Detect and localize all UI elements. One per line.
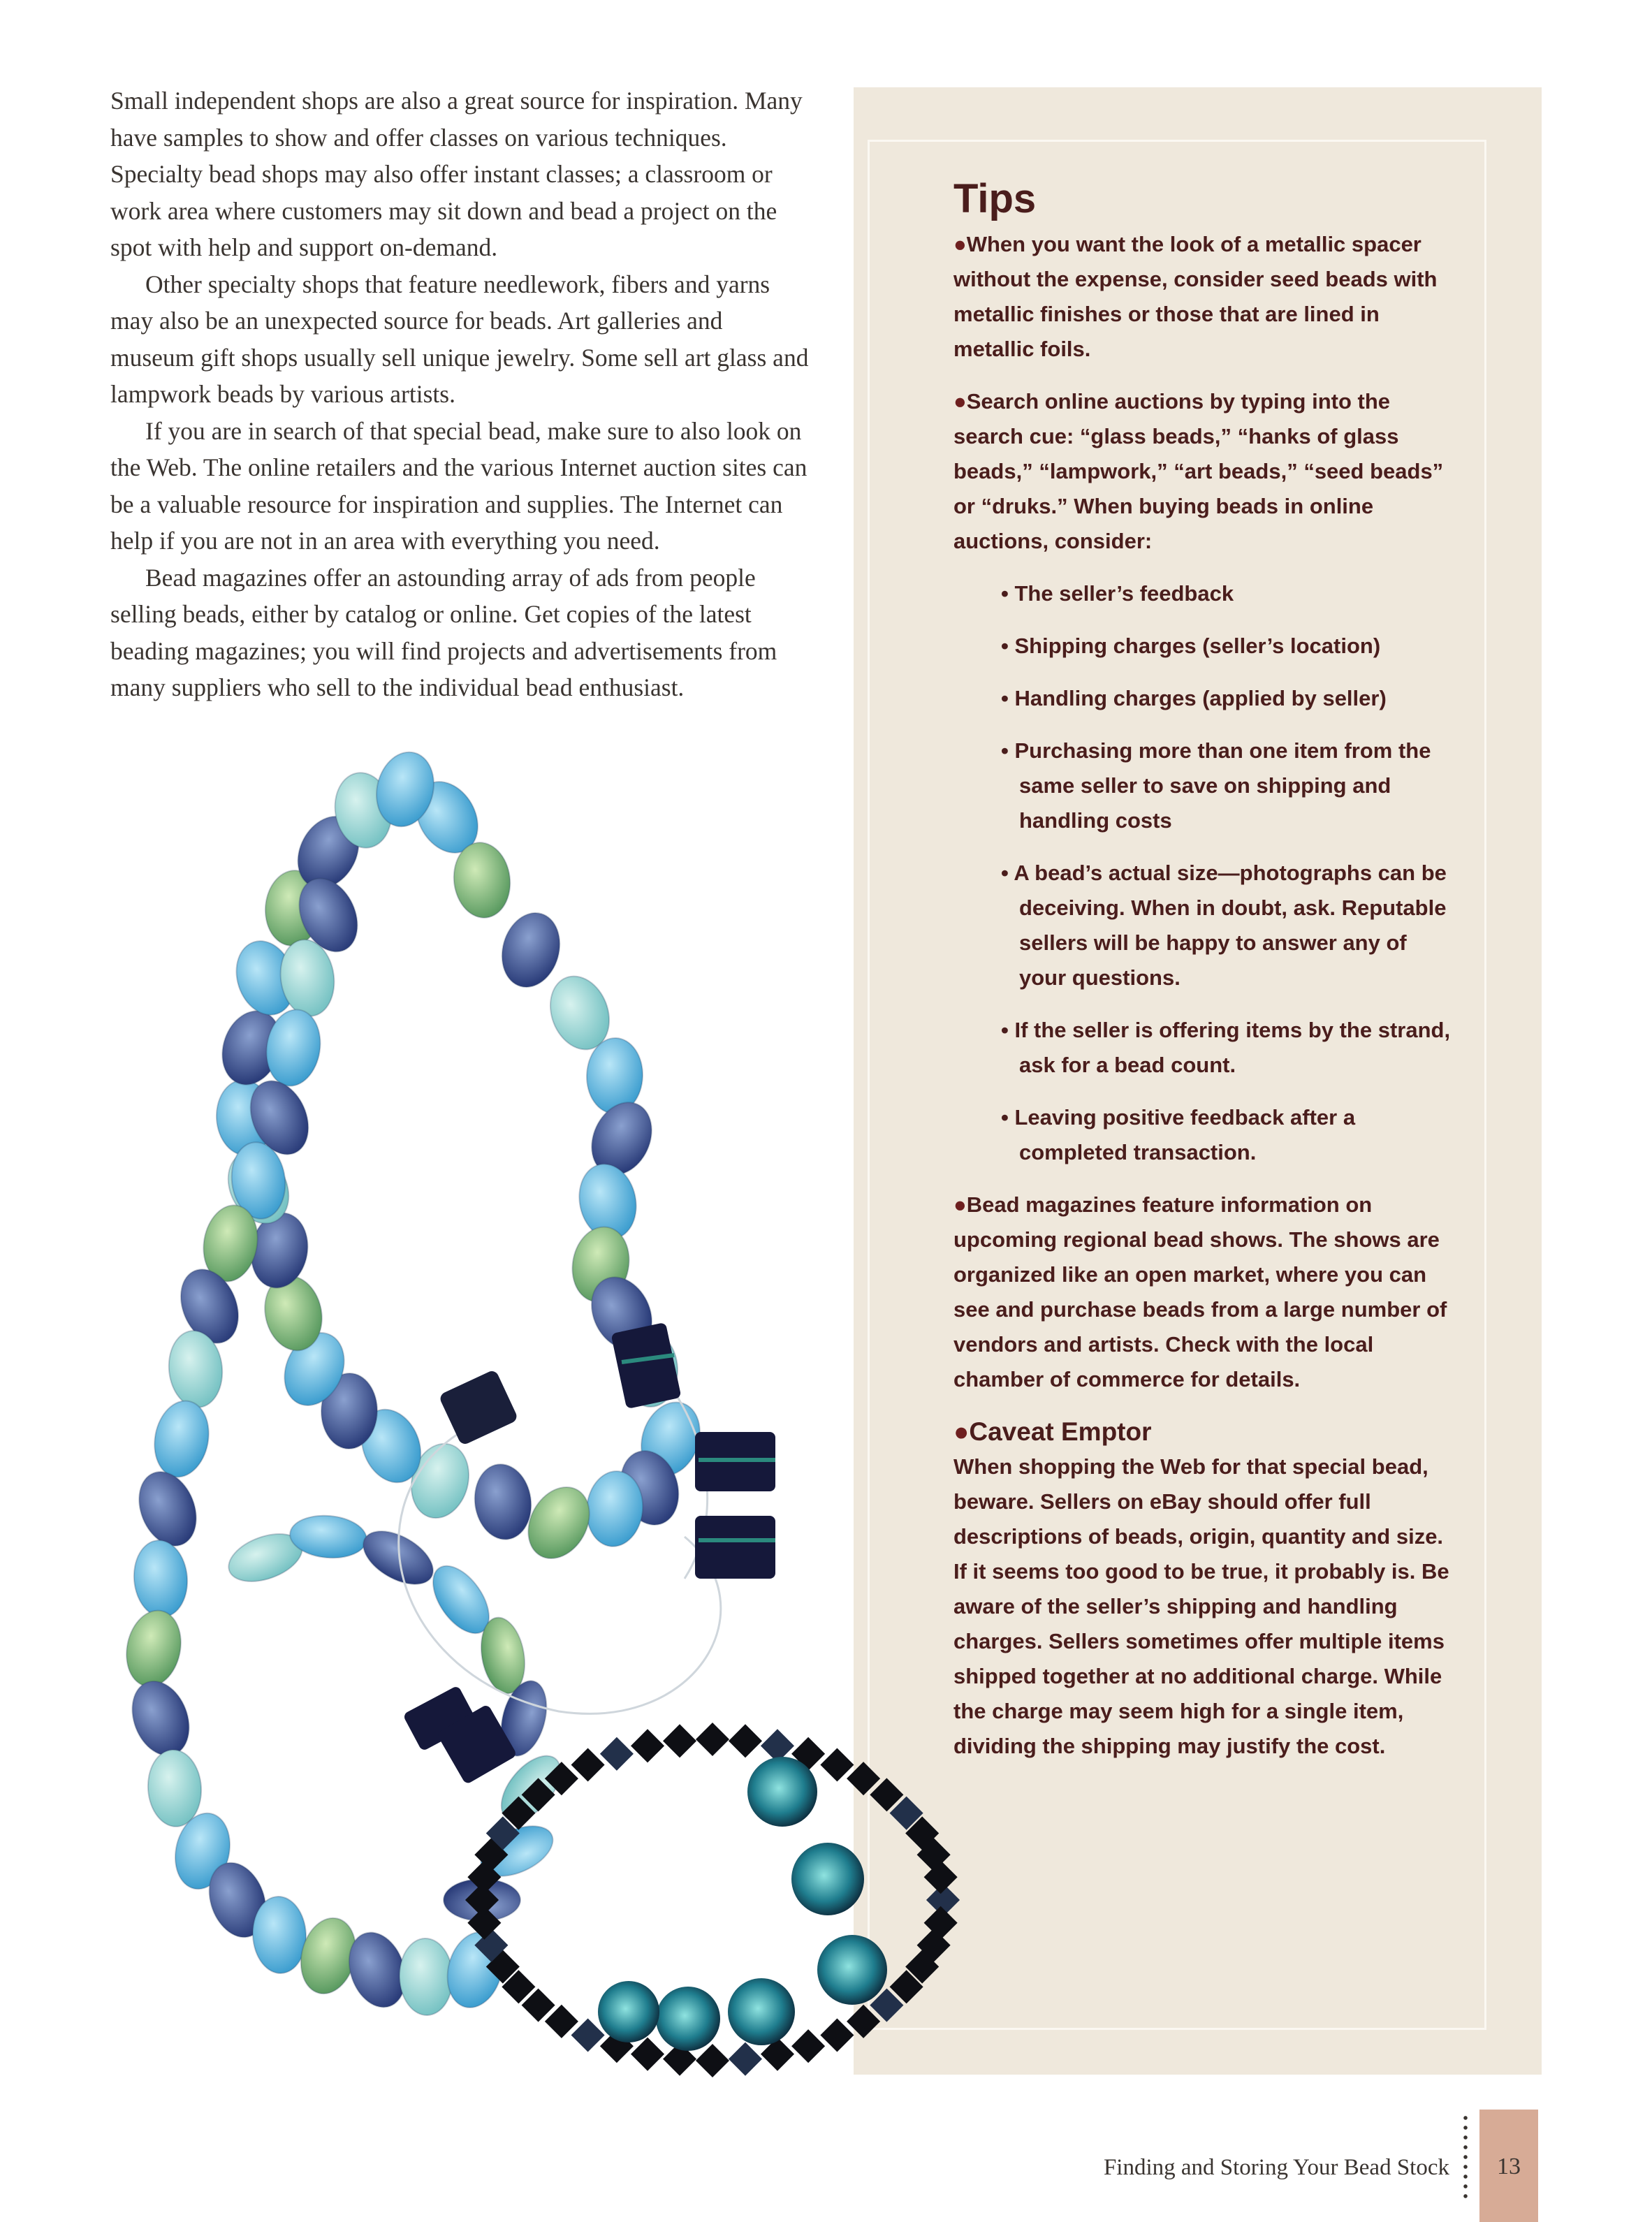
page-number-tab [1479,2110,1538,2222]
list-item: • If the seller is offering items by the strand, ask for a bead count. [1001,1018,1451,1077]
tip-item [953,227,1456,367]
sub-bullet-icon: • [1001,861,1009,885]
body-paragraph: Small independent shops are also a great source for inspiration. Many have samples to show and offer classes on various techniques. Specialty bead shops may also offer instant classes; a classroom or work area where customers may sit down and bead a project on the spot with help and support on-demand. [110,87,803,261]
running-footer-title: Finding and Storing Your Bead Stock [1103,2155,1449,2180]
tips-title: Tips [953,176,1037,221]
tips-content [953,171,1456,1764]
sub-bullet-icon: • [1001,634,1009,658]
auction-considerations-list [979,576,1456,1170]
sub-bullet-icon: • [1001,1105,1009,1130]
body-paragraph: Bead magazines offer an astounding array of ads from people selling beads, either by catalog or online. Get copies of the latest beading magazines; you will find projects and advertisements from many suppliers who sell to the individual bead enthusiast. [110,563,777,701]
tip-text: Search online auctions by typing into the search cue: “glass beads,” “hanks of glass beads,” “lampwork,” “art beads,” “seed beads” or “druks.” When buying beads in online auctions, consider: [953,389,1444,553]
sub-bullet-icon: • [1001,581,1009,606]
body-paragraph: If you are in search of that special bead, make sure to also look on the Web. The online retailers and the various Internet auction sites can be a valuable resource for inspiration and supplies. The Internet can help if you are not in an area with everything you need. [110,416,807,555]
body-text [110,82,809,706]
list-item: • The seller’s feedback [1001,581,1234,606]
sub-bullet-icon: • [1001,1018,1009,1042]
footer-dot-rule [1463,2113,1468,2204]
bullet-icon: ● [953,232,967,256]
bullet-icon: ● [953,1417,970,1446]
body-paragraph: Other specialty shops that feature needlework, fibers and yarns may also be an unexpected source for beads. Art galleries and museum gift shops usually sell unique jewelry. Some sell art glass and lampwork beads by various artists. [110,270,809,408]
page-number: 13 [1497,2154,1521,2179]
list-item: • A bead’s actual size—photographs can be deceiving. When in doubt, ask. Reputable sellers will be happy to answer any of your questions. [1001,861,1447,990]
caveat-title: ●Caveat Emptor [953,1417,1152,1446]
list-item: • Handling charges (applied by seller) [1001,686,1387,710]
list-item: • Shipping charges (seller’s location) [1001,634,1381,658]
list-item: • Purchasing more than one item from the same seller to save on shipping and handling costs [1001,738,1431,833]
tip-item [953,1187,1456,1397]
caveat-text: When shopping the Web for that special bead, beware. Sellers on eBay should offer full descriptions of beads, origin, quantity and size. If it seems too good to be true, it probably is. Be aware of the seller’s shipping and handling charges. Sellers sometimes offer multiple items shipped together at no additional charge. While the charge may seem high for a single item, dividing the shipping may justify the cost. [953,1454,1449,1758]
list-item: • Leaving positive feedback after a completed transaction. [1001,1105,1356,1164]
bullet-icon: ● [953,389,967,414]
bullet-icon: ● [953,1192,967,1217]
sub-bullet-icon: • [1001,686,1009,710]
tip-text: When you want the look of a metallic spacer without the expense, consider seed beads with metallic finishes or those that are lined in metallic foils. [953,232,1438,361]
tip-text: Bead magazines feature information on upcoming regional bead shows. The shows are organized like an open market, where you can see and purchase beads from a large number of vendors and artists. Check with the local chamber of commerce for details. [953,1192,1447,1391]
tip-item [953,384,1456,559]
sub-bullet-icon: • [1001,738,1009,763]
